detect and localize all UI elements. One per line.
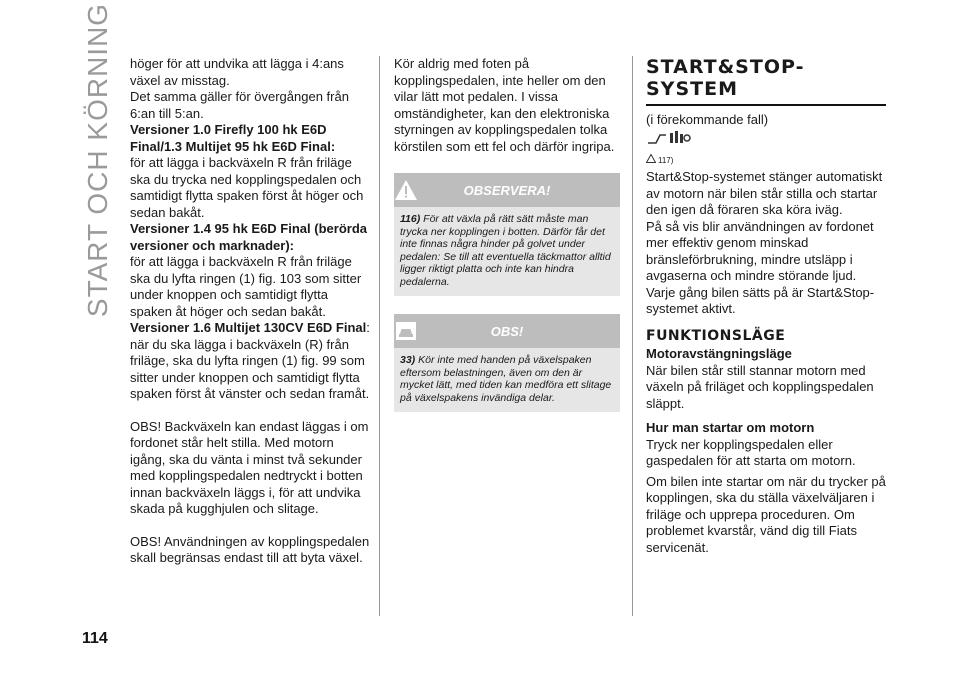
- chapter-title: START OCH KÖRNING: [82, 2, 113, 318]
- version-heading: Versioner 1.6 Multijet 130CV E6D Final: [130, 320, 367, 335]
- paragraph: för att lägga i backväxeln R från friläge ska du trycka ned kopplingspedalen och samtidigt flytta spaken först åt höger och sedan bakåt.: [130, 155, 364, 220]
- paragraph: OBS! Användningen av kopplingspedalen skall begränsas endast till att byta växel.: [130, 533, 370, 565]
- subsection-title: FUNKTIONSLÄGE: [646, 327, 786, 344]
- start-stop-icon: [646, 137, 692, 152]
- restart-heading: Hur man startar om motorn: [646, 420, 815, 435]
- paragraph: Det samma gäller för övergången från 6:an till 5:an.: [130, 89, 349, 121]
- section-title: START&STOP-SYSTEM: [646, 56, 805, 100]
- paragraph: [130, 320, 370, 403]
- paragraph: På så vis blir användningen av fordonet mer effektiv genom minskad bränsleförbrukning, mindre utsläpp i avgaserna och mindre störande ljud.: [646, 218, 874, 283]
- column-1: [130, 56, 370, 567]
- paragraph: Kör aldrig med foten på kopplingspedalen, inte heller om den vilar lätt mot pedalen. I vissa omständigheter, kan den elektroniska styrningen av kopplingspedalen tolka körstilen som ett fel och därför ingripa.: [394, 56, 615, 154]
- paragraph: OBS! Backväxeln kan endast läggas i om fordonet står helt stilla. Med motorn igång, ska du vänta i minst två sekunder med kopplingspedalen nedtryckt i botten innan backväxeln läggs i, för att undvika skada på kugghjulen och slitage.: [130, 418, 369, 516]
- column-divider: [379, 56, 380, 616]
- subtitle: (i förekommande fall): [646, 112, 769, 127]
- warning-triangle-icon: [646, 151, 656, 166]
- column-3: [646, 56, 886, 556]
- note-number: 33): [400, 354, 416, 366]
- paragraph: Om bilen inte startar om när du trycker på kopplingen, ska du ställa växelväljaren i friläge och upprepa proceduren. Om problemet kvarstår, vänd dig till Fiats servicenät.: [646, 473, 886, 555]
- version-heading: Versioner 1.4 95 hk E6D Final (berörda versioner och marknader):: [130, 221, 367, 253]
- column-divider: [632, 56, 633, 616]
- paragraph: för att lägga i backväxeln R från friläge ska du lyfta ringen (1) fig. 103 som sitter under knoppen och samtidigt flytta spaken åt höger och sedan bakåt.: [130, 254, 362, 319]
- paragraph: Tryck ner kopplingspedalen eller gaspedalen för att starta om motorn.: [646, 436, 856, 468]
- note-text: För att växla på rätt sätt måste man trycka ner kopplingen i botten. Därför får det inte finnas några hinder på golvet under pedalen: Se till att eventuella täckmattor alltid ligger riktigt platta och inte kan hindra pedalerna.: [400, 213, 611, 288]
- caution-title: OBS!: [490, 324, 524, 339]
- version-heading: Versioner 1.0 Firefly 100 hk E6D Final/1.3 Multijet 95 hk E6D Final:: [130, 122, 336, 154]
- paragraph-text: : när du ska lägga i backväxeln (R) från friläge, ska du lyfta ringen (1) fig. 99 som sitter under knoppen och samtidigt flytta spaken först åt vänster och sedan framåt.: [130, 320, 370, 401]
- mode-heading: Motoravstängningsläge: [646, 346, 792, 361]
- page-number: 114: [82, 630, 108, 647]
- chapter-sidebar: [78, 2, 118, 318]
- paragraph: När bilen står still stannar motorn med växeln på friläget och kopplingspedalen släppt.: [646, 362, 874, 411]
- note-text: Kör inte med handen på växelspaken eftersom belastningen, även om den är mycket lätt, med tiden kan medföra ett slitage på växelspakens invändiga delar.: [400, 354, 612, 404]
- caution-box: [394, 314, 620, 412]
- paragraph: höger för att undvika att lägga i 4:ans växel av misstag.: [130, 56, 344, 88]
- note-reference: 117): [658, 155, 674, 165]
- paragraph: Start&Stop-systemet stänger automatiskt av motorn när bilen står stilla och startar den igen då föraren ska köra iväg.: [646, 169, 883, 217]
- note-number: 116): [400, 213, 421, 225]
- paragraph: Varje gång bilen sätts på är Start&Stop-systemet aktivt.: [646, 284, 875, 316]
- warning-title: OBSERVERA!: [463, 183, 551, 198]
- column-2: [394, 56, 620, 412]
- warning-box: [394, 173, 620, 296]
